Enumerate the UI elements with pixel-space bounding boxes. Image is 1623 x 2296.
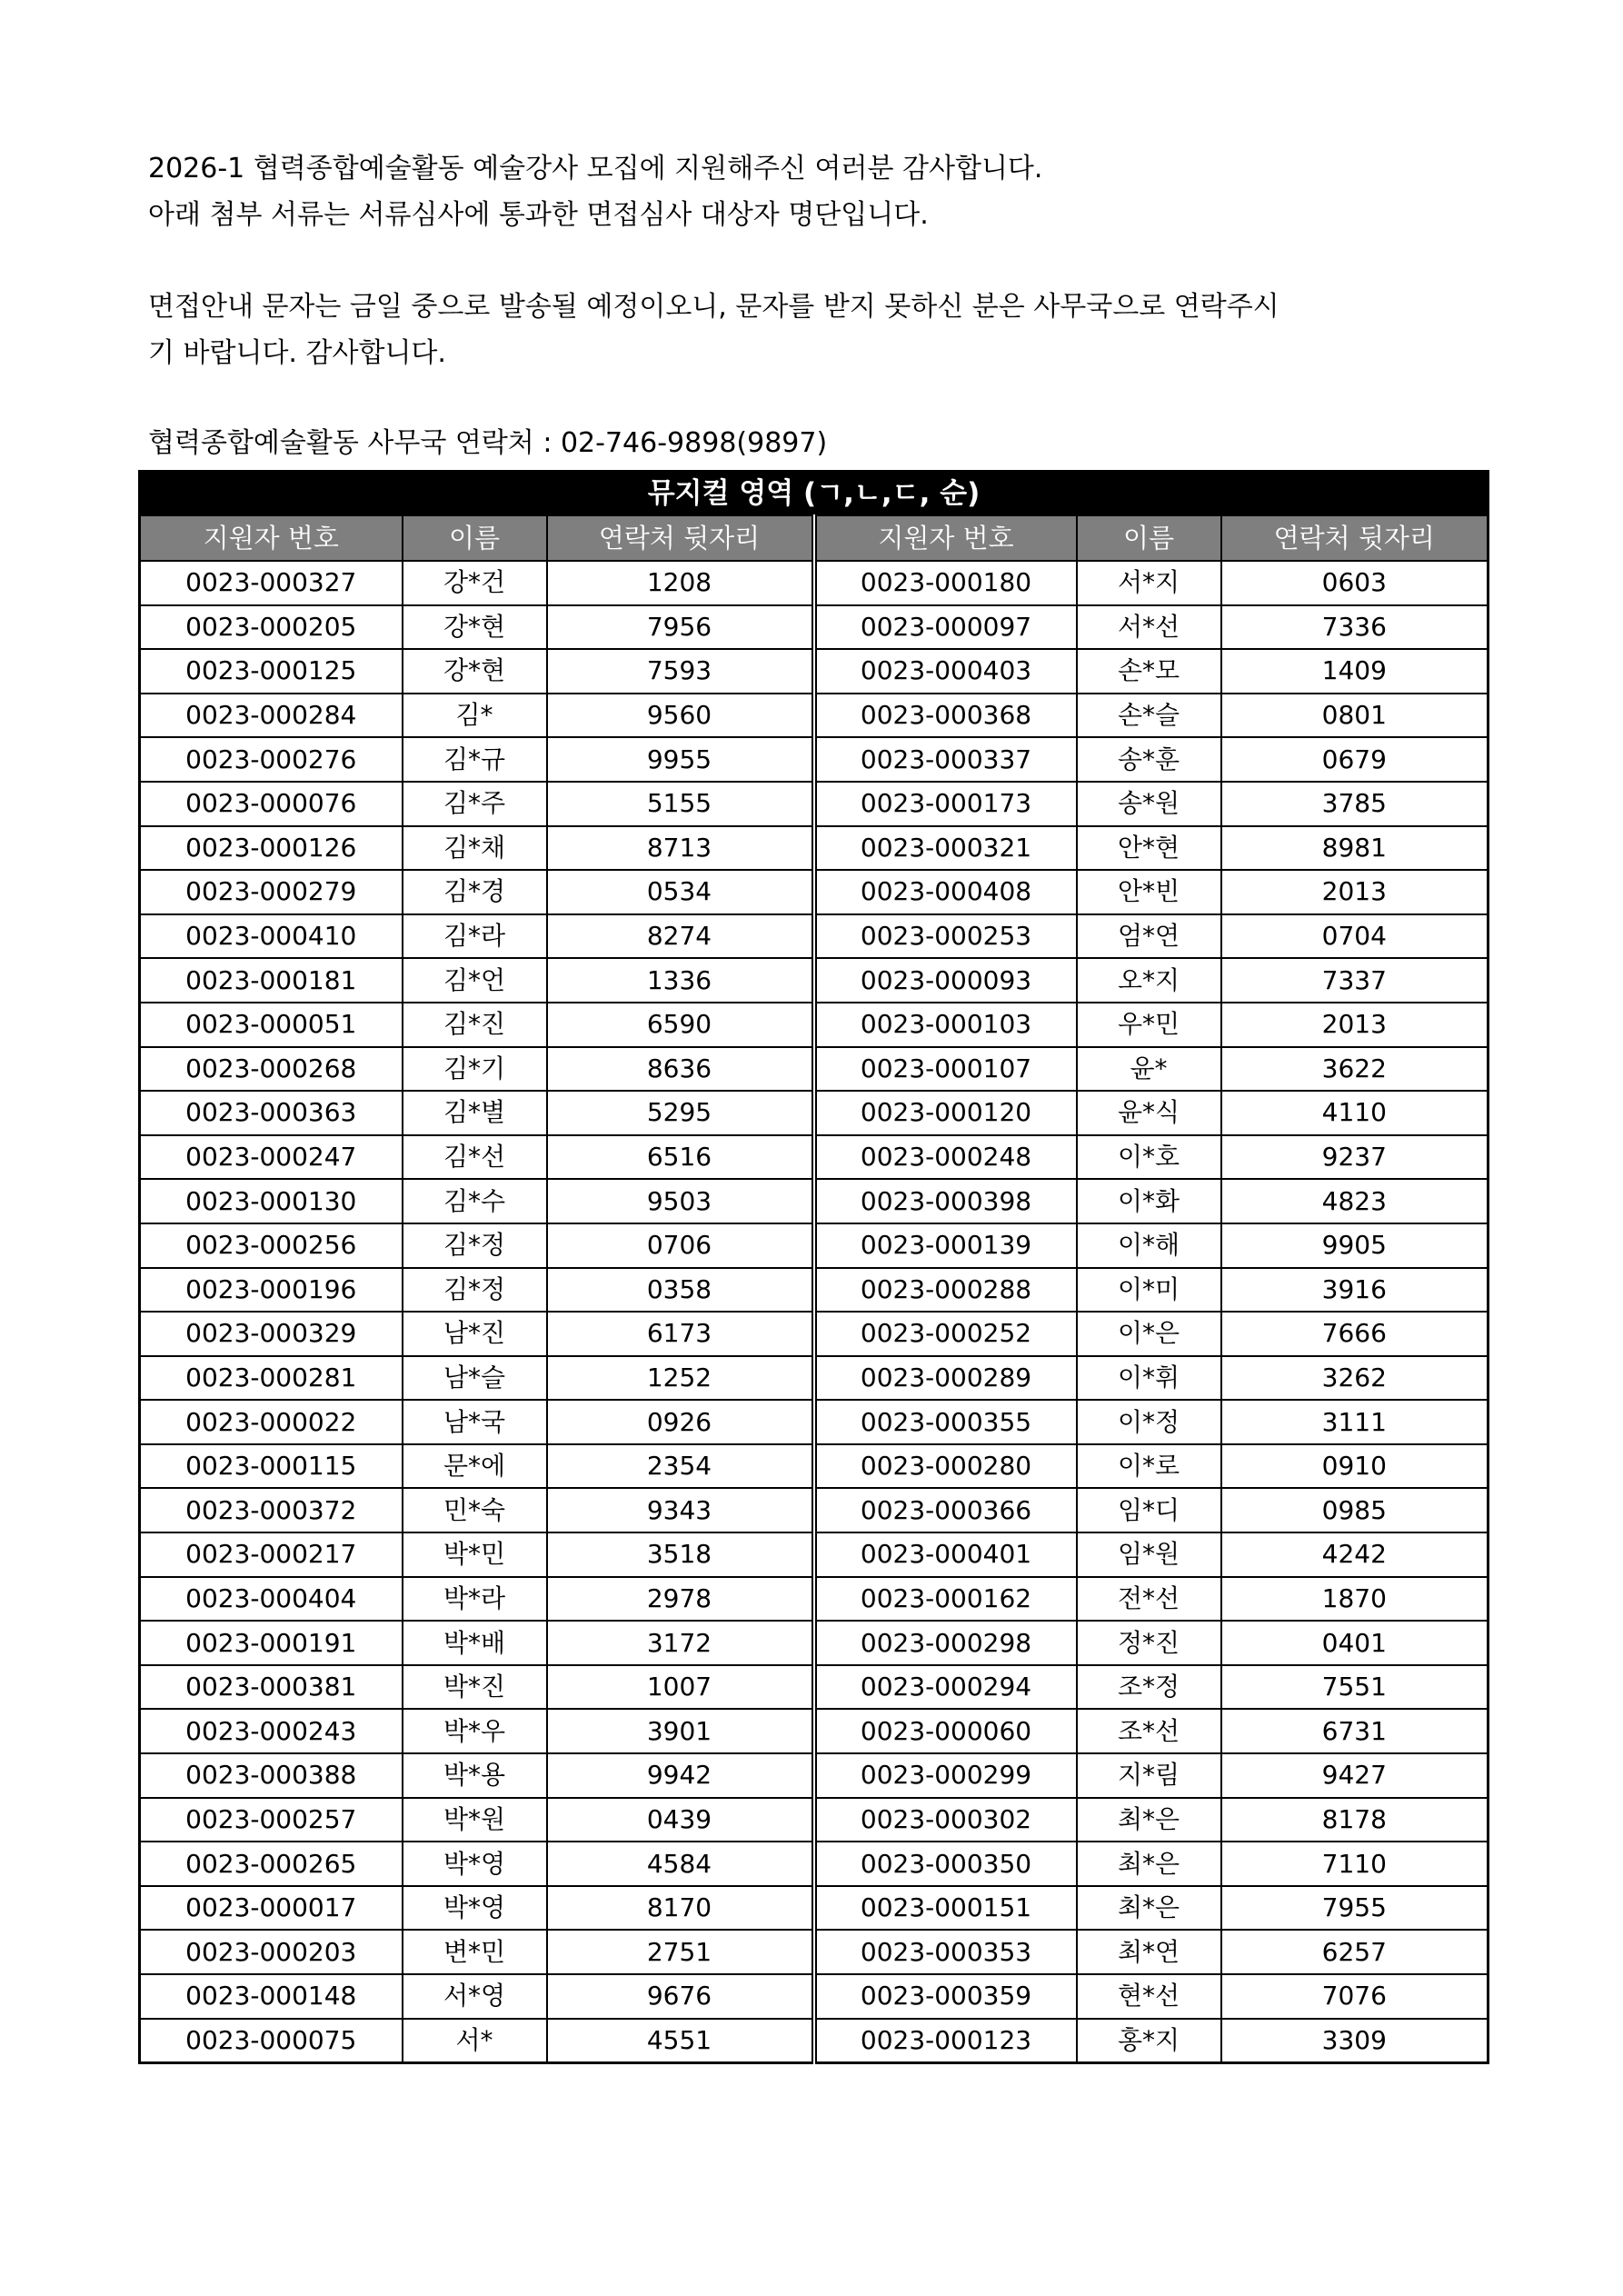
phone-last-digits-cell: 3916 — [1221, 1268, 1489, 1313]
applicant-name-cell: 송*훈 — [1077, 737, 1221, 782]
phone-last-digits-cell: 1870 — [1221, 1577, 1489, 1622]
applicant-number-cell: 0023-000288 — [814, 1268, 1077, 1313]
applicant-name-cell: 김*별 — [403, 1091, 547, 1135]
phone-last-digits-cell: 9237 — [1221, 1135, 1489, 1180]
applicant-name-cell: 김*수 — [403, 1179, 547, 1223]
applicant-number-cell: 0023-000139 — [814, 1223, 1077, 1268]
phone-last-digits-cell: 3622 — [1221, 1047, 1489, 1092]
applicant-number-cell: 0023-000289 — [814, 1356, 1077, 1401]
table-row — [140, 1753, 1489, 1798]
applicant-number-cell: 0023-000107 — [814, 1047, 1077, 1092]
table-row — [140, 1003, 1489, 1047]
applicant-name-cell: 박*영 — [403, 1842, 547, 1886]
table-row — [140, 914, 1489, 959]
applicant-name-cell: 박*우 — [403, 1709, 547, 1753]
applicant-name-cell: 김*정 — [403, 1223, 547, 1268]
table-body — [140, 561, 1489, 2063]
applicant-name-cell: 김*언 — [403, 958, 547, 1003]
table-row — [140, 1356, 1489, 1401]
phone-last-digits-cell: 0706 — [547, 1223, 814, 1268]
column-header: 이름 — [1077, 515, 1221, 561]
table-title: 뮤지컬 영역 (ㄱ,ㄴ,ㄷ, 순) — [140, 472, 1489, 516]
applicant-number-cell: 0023-000368 — [814, 694, 1077, 738]
applicant-number-cell: 0023-000017 — [140, 1886, 403, 1931]
applicant-number-cell: 0023-000381 — [140, 1665, 403, 1710]
applicant-name-cell: 박*원 — [403, 1798, 547, 1842]
applicant-name-cell: 윤*식 — [1077, 1091, 1221, 1135]
phone-last-digits-cell: 9676 — [547, 1974, 814, 2019]
applicant-name-cell: 이*해 — [1077, 1223, 1221, 1268]
phone-last-digits-cell: 4584 — [547, 1842, 814, 1886]
table-row — [140, 782, 1489, 826]
applicant-name-cell: 서*지 — [1077, 561, 1221, 605]
applicant-number-cell: 0023-000355 — [814, 1400, 1077, 1444]
phone-last-digits-cell: 6731 — [1221, 1709, 1489, 1753]
applicant-name-cell: 오*지 — [1077, 958, 1221, 1003]
applicant-name-cell: 김*정 — [403, 1268, 547, 1313]
applicant-name-cell: 김*진 — [403, 1003, 547, 1047]
phone-last-digits-cell: 0603 — [1221, 561, 1489, 605]
applicant-name-cell: 최*은 — [1077, 1842, 1221, 1886]
applicant-name-cell: 이*로 — [1077, 1444, 1221, 1489]
phone-last-digits-cell: 9427 — [1221, 1753, 1489, 1798]
column-header: 연락처 뒷자리 — [1221, 515, 1489, 561]
phone-last-digits-cell: 9955 — [547, 737, 814, 782]
table-row — [140, 1268, 1489, 1313]
applicant-name-cell: 서*선 — [1077, 605, 1221, 650]
applicant-number-cell: 0023-000247 — [140, 1135, 403, 1180]
table-row — [140, 958, 1489, 1003]
applicant-number-cell: 0023-000060 — [814, 1709, 1077, 1753]
applicant-number-cell: 0023-000403 — [814, 649, 1077, 694]
phone-last-digits-cell: 8170 — [547, 1886, 814, 1931]
table-row — [140, 1223, 1489, 1268]
phone-last-digits-cell: 7956 — [547, 605, 814, 650]
phone-last-digits-cell: 9905 — [1221, 1223, 1489, 1268]
applicant-number-cell: 0023-000180 — [814, 561, 1077, 605]
table-row — [140, 2019, 1489, 2063]
applicant-name-cell: 김*선 — [403, 1135, 547, 1180]
applicant-number-cell: 0023-000243 — [140, 1709, 403, 1753]
applicant-name-cell: 남*슬 — [403, 1356, 547, 1401]
applicant-name-cell: 서* — [403, 2019, 547, 2063]
phone-last-digits-cell: 0704 — [1221, 914, 1489, 959]
applicant-number-cell: 0023-000359 — [814, 1974, 1077, 2019]
phone-last-digits-cell: 8274 — [547, 914, 814, 959]
applicant-number-cell: 0023-000398 — [814, 1179, 1077, 1223]
phone-last-digits-cell: 6516 — [547, 1135, 814, 1180]
applicant-name-cell: 김*기 — [403, 1047, 547, 1092]
table-row — [140, 1047, 1489, 1092]
table-row — [140, 1621, 1489, 1665]
applicant-number-cell: 0023-000148 — [140, 1974, 403, 2019]
applicant-number-cell: 0023-000329 — [140, 1312, 403, 1356]
applicant-number-cell: 0023-000173 — [814, 782, 1077, 826]
applicant-number-cell: 0023-000181 — [140, 958, 403, 1003]
applicant-name-cell: 이*호 — [1077, 1135, 1221, 1180]
applicant-number-cell: 0023-000372 — [140, 1488, 403, 1532]
phone-last-digits-cell: 0534 — [547, 870, 814, 914]
table-row — [140, 1665, 1489, 1710]
applicant-name-cell: 임*디 — [1077, 1488, 1221, 1532]
table-row — [140, 1444, 1489, 1489]
applicant-number-cell: 0023-000366 — [814, 1488, 1077, 1532]
applicant-name-cell: 서*영 — [403, 1974, 547, 2019]
phone-last-digits-cell: 2013 — [1221, 870, 1489, 914]
applicant-number-cell: 0023-000162 — [814, 1577, 1077, 1622]
applicant-number-cell: 0023-000294 — [814, 1665, 1077, 1710]
applicant-name-cell: 변*민 — [403, 1930, 547, 1974]
applicant-number-cell: 0023-000097 — [814, 605, 1077, 650]
applicant-number-cell: 0023-000280 — [814, 1444, 1077, 1489]
applicant-name-cell: 손*모 — [1077, 649, 1221, 694]
phone-last-digits-cell: 8981 — [1221, 826, 1489, 871]
table-row — [140, 1312, 1489, 1356]
applicant-name-cell: 강*건 — [403, 561, 547, 605]
phone-last-digits-cell: 7551 — [1221, 1665, 1489, 1710]
phone-last-digits-cell: 2751 — [547, 1930, 814, 1974]
applicant-number-cell: 0023-000404 — [140, 1577, 403, 1622]
applicant-number-cell: 0023-000125 — [140, 649, 403, 694]
applicant-number-cell: 0023-000130 — [140, 1179, 403, 1223]
phone-last-digits-cell: 2354 — [547, 1444, 814, 1489]
contact-line: 협력종합예술활동 사무국 연락처 : 02-746-9898(9897) — [148, 427, 828, 459]
applicant-name-cell: 손*슬 — [1077, 694, 1221, 738]
applicant-number-cell: 0023-000248 — [814, 1135, 1077, 1180]
table-row — [140, 870, 1489, 914]
column-header: 지원자 번호 — [814, 515, 1077, 561]
applicant-name-cell: 윤* — [1077, 1047, 1221, 1092]
phone-last-digits-cell: 4551 — [547, 2019, 814, 2063]
applicant-number-cell: 0023-000196 — [140, 1268, 403, 1313]
table-row — [140, 1842, 1489, 1886]
phone-last-digits-cell: 3518 — [547, 1532, 814, 1577]
phone-last-digits-cell: 2978 — [547, 1577, 814, 1622]
table-row — [140, 1091, 1489, 1135]
phone-last-digits-cell: 4823 — [1221, 1179, 1489, 1223]
table-row — [140, 737, 1489, 782]
phone-last-digits-cell: 3901 — [547, 1709, 814, 1753]
applicant-name-cell: 박*라 — [403, 1577, 547, 1622]
phone-last-digits-cell: 7076 — [1221, 1974, 1489, 2019]
table-row — [140, 1709, 1489, 1753]
table-row — [140, 1577, 1489, 1622]
phone-last-digits-cell: 0439 — [547, 1798, 814, 1842]
applicant-number-cell: 0023-000321 — [814, 826, 1077, 871]
table-row — [140, 1400, 1489, 1444]
applicant-number-cell: 0023-000253 — [814, 914, 1077, 959]
applicant-name-cell: 안*현 — [1077, 826, 1221, 871]
phone-last-digits-cell: 5155 — [547, 782, 814, 826]
column-header: 이름 — [403, 515, 547, 561]
applicant-number-cell: 0023-000388 — [140, 1753, 403, 1798]
table-row — [140, 1798, 1489, 1842]
phone-last-digits-cell: 4242 — [1221, 1532, 1489, 1577]
phone-last-digits-cell: 9343 — [547, 1488, 814, 1532]
applicant-number-cell: 0023-000126 — [140, 826, 403, 871]
phone-last-digits-cell: 0801 — [1221, 694, 1489, 738]
phone-last-digits-cell: 6590 — [547, 1003, 814, 1047]
applicant-number-cell: 0023-000093 — [814, 958, 1077, 1003]
applicant-name-cell: 남*국 — [403, 1400, 547, 1444]
applicant-number-cell: 0023-000120 — [814, 1091, 1077, 1135]
phone-last-digits-cell: 1336 — [547, 958, 814, 1003]
applicant-number-cell: 0023-000205 — [140, 605, 403, 650]
table-row — [140, 649, 1489, 694]
applicant-name-cell: 박*배 — [403, 1621, 547, 1665]
applicant-number-cell: 0023-000151 — [814, 1886, 1077, 1931]
table-row — [140, 1488, 1489, 1532]
applicant-name-cell: 박*용 — [403, 1753, 547, 1798]
applicant-name-cell: 민*숙 — [403, 1488, 547, 1532]
applicant-name-cell: 조*정 — [1077, 1665, 1221, 1710]
applicant-number-cell: 0023-000410 — [140, 914, 403, 959]
phone-last-digits-cell: 7955 — [1221, 1886, 1489, 1931]
applicant-number-cell: 0023-000115 — [140, 1444, 403, 1489]
applicant-name-cell: 안*빈 — [1077, 870, 1221, 914]
table-row — [140, 694, 1489, 738]
phone-last-digits-cell: 5295 — [547, 1091, 814, 1135]
applicant-table — [138, 470, 1489, 2064]
applicant-name-cell: 박*진 — [403, 1665, 547, 1710]
phone-last-digits-cell: 1007 — [547, 1665, 814, 1710]
applicant-number-cell: 0023-000298 — [814, 1621, 1077, 1665]
phone-last-digits-cell: 3309 — [1221, 2019, 1489, 2063]
applicant-number-cell: 0023-000350 — [814, 1842, 1077, 1886]
column-header: 지원자 번호 — [140, 515, 403, 561]
applicant-number-cell: 0023-000284 — [140, 694, 403, 738]
applicant-name-cell: 우*민 — [1077, 1003, 1221, 1047]
phone-last-digits-cell: 7666 — [1221, 1312, 1489, 1356]
applicant-number-cell: 0023-000265 — [140, 1842, 403, 1886]
phone-last-digits-cell: 8636 — [547, 1047, 814, 1092]
applicant-name-cell: 엄*연 — [1077, 914, 1221, 959]
applicant-name-cell: 문*에 — [403, 1444, 547, 1489]
phone-last-digits-cell: 0401 — [1221, 1621, 1489, 1665]
applicant-name-cell: 최*은 — [1077, 1798, 1221, 1842]
applicant-number-cell: 0023-000123 — [814, 2019, 1077, 2063]
phone-last-digits-cell: 1252 — [547, 1356, 814, 1401]
phone-last-digits-cell: 3172 — [547, 1621, 814, 1665]
phone-last-digits-cell: 0358 — [547, 1268, 814, 1313]
applicant-name-cell: 박*영 — [403, 1886, 547, 1931]
applicant-name-cell: 정*진 — [1077, 1621, 1221, 1665]
applicant-number-cell: 0023-000217 — [140, 1532, 403, 1577]
applicant-name-cell: 김*경 — [403, 870, 547, 914]
applicant-name-cell: 최*연 — [1077, 1930, 1221, 1974]
applicant-name-cell: 김*규 — [403, 737, 547, 782]
phone-last-digits-cell: 0910 — [1221, 1444, 1489, 1489]
applicant-number-cell: 0023-000337 — [814, 737, 1077, 782]
phone-last-digits-cell: 9942 — [547, 1753, 814, 1798]
applicant-number-cell: 0023-000408 — [814, 870, 1077, 914]
column-header: 연락처 뒷자리 — [547, 515, 814, 561]
phone-last-digits-cell: 3785 — [1221, 782, 1489, 826]
applicant-number-cell: 0023-000203 — [140, 1930, 403, 1974]
applicant-name-cell: 박*민 — [403, 1532, 547, 1577]
applicant-name-cell: 남*진 — [403, 1312, 547, 1356]
applicant-number-cell: 0023-000257 — [140, 1798, 403, 1842]
applicant-number-cell: 0023-000363 — [140, 1091, 403, 1135]
intro-text — [148, 145, 1484, 466]
applicant-name-cell: 지*림 — [1077, 1753, 1221, 1798]
applicant-number-cell: 0023-000327 — [140, 561, 403, 605]
phone-last-digits-cell: 3262 — [1221, 1356, 1489, 1401]
phone-last-digits-cell: 2013 — [1221, 1003, 1489, 1047]
applicant-name-cell: 전*선 — [1077, 1577, 1221, 1622]
applicant-name-cell: 이*정 — [1077, 1400, 1221, 1444]
applicant-name-cell: 조*선 — [1077, 1709, 1221, 1753]
phone-last-digits-cell: 9560 — [547, 694, 814, 738]
intro-line-4: 기 바랍니다. 감사합니다. — [148, 337, 446, 369]
applicant-name-cell: 강*현 — [403, 605, 547, 650]
phone-last-digits-cell: 7110 — [1221, 1842, 1489, 1886]
applicant-name-cell: 최*은 — [1077, 1886, 1221, 1931]
phone-last-digits-cell: 4110 — [1221, 1091, 1489, 1135]
applicant-name-cell: 강*현 — [403, 649, 547, 694]
applicant-name-cell: 이*은 — [1077, 1312, 1221, 1356]
applicant-name-cell: 임*원 — [1077, 1532, 1221, 1577]
applicant-name-cell: 김*라 — [403, 914, 547, 959]
applicant-name-cell: 김*채 — [403, 826, 547, 871]
applicant-name-cell: 김*주 — [403, 782, 547, 826]
header-row — [140, 515, 1489, 561]
phone-last-digits-cell: 0926 — [547, 1400, 814, 1444]
applicant-name-cell: 김* — [403, 694, 547, 738]
applicant-number-cell: 0023-000191 — [140, 1621, 403, 1665]
applicant-number-cell: 0023-000302 — [814, 1798, 1077, 1842]
table-row — [140, 826, 1489, 871]
intro-line-3: 면접안내 문자는 금일 중으로 발송될 예정이오니, 문자를 받지 못하신 분은 사무국으로 연락주시 — [148, 291, 1279, 323]
applicant-number-cell: 0023-000076 — [140, 782, 403, 826]
table-row — [140, 1135, 1489, 1180]
phone-last-digits-cell: 1208 — [547, 561, 814, 605]
applicant-number-cell: 0023-000075 — [140, 2019, 403, 2063]
applicant-name-cell: 이*화 — [1077, 1179, 1221, 1223]
phone-last-digits-cell: 6257 — [1221, 1930, 1489, 1974]
phone-last-digits-cell: 8713 — [547, 826, 814, 871]
phone-last-digits-cell: 1409 — [1221, 649, 1489, 694]
applicant-number-cell: 0023-000022 — [140, 1400, 403, 1444]
applicant-number-cell: 0023-000256 — [140, 1223, 403, 1268]
applicant-name-cell: 송*원 — [1077, 782, 1221, 826]
table-row — [140, 1179, 1489, 1223]
applicant-name-cell: 이*미 — [1077, 1268, 1221, 1313]
applicant-number-cell: 0023-000103 — [814, 1003, 1077, 1047]
intro-line-1: 2026-1 협력종합예술활동 예술강사 모집에 지원해주신 여러분 감사합니다. — [148, 153, 1043, 185]
phone-last-digits-cell: 0985 — [1221, 1488, 1489, 1532]
applicant-number-cell: 0023-000281 — [140, 1356, 403, 1401]
phone-last-digits-cell: 6173 — [547, 1312, 814, 1356]
table-row — [140, 561, 1489, 605]
phone-last-digits-cell: 7336 — [1221, 605, 1489, 650]
phone-last-digits-cell: 8178 — [1221, 1798, 1489, 1842]
applicant-name-cell: 이*휘 — [1077, 1356, 1221, 1401]
phone-last-digits-cell: 7337 — [1221, 958, 1489, 1003]
applicant-number-cell: 0023-000268 — [140, 1047, 403, 1092]
intro-line-2: 아래 첨부 서류는 서류심사에 통과한 면접심사 대상자 명단입니다. — [148, 199, 929, 231]
applicant-number-cell: 0023-000299 — [814, 1753, 1077, 1798]
phone-last-digits-cell: 9503 — [547, 1179, 814, 1223]
applicant-number-cell: 0023-000279 — [140, 870, 403, 914]
table-row — [140, 1532, 1489, 1577]
phone-last-digits-cell: 0679 — [1221, 737, 1489, 782]
table-row — [140, 1886, 1489, 1931]
applicant-number-cell: 0023-000252 — [814, 1312, 1077, 1356]
applicant-name-cell: 현*선 — [1077, 1974, 1221, 2019]
table-row — [140, 1974, 1489, 2019]
applicant-number-cell: 0023-000276 — [140, 737, 403, 782]
applicant-number-cell: 0023-000353 — [814, 1930, 1077, 1974]
phone-last-digits-cell: 7593 — [547, 649, 814, 694]
applicant-number-cell: 0023-000401 — [814, 1532, 1077, 1577]
applicant-name-cell: 홍*지 — [1077, 2019, 1221, 2063]
table-row — [140, 1930, 1489, 1974]
phone-last-digits-cell: 3111 — [1221, 1400, 1489, 1444]
table-row — [140, 605, 1489, 650]
applicant-number-cell: 0023-000051 — [140, 1003, 403, 1047]
